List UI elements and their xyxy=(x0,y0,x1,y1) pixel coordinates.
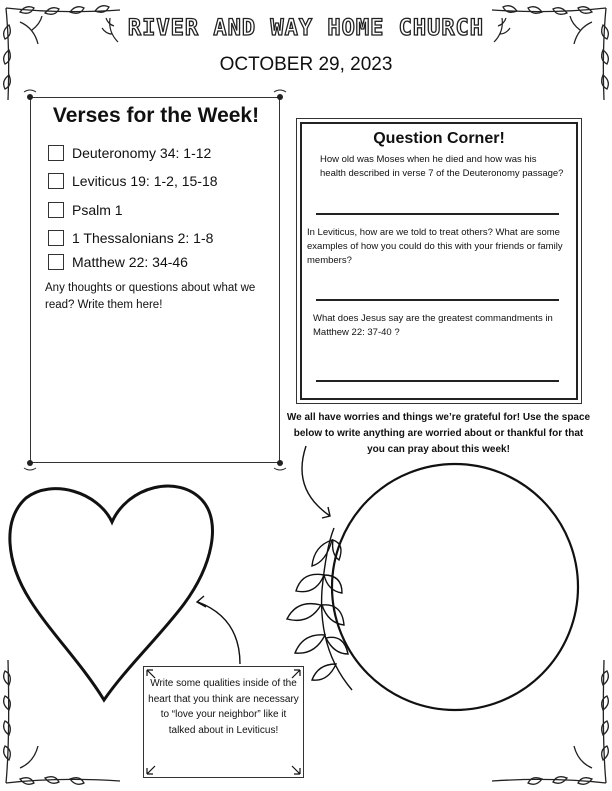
verses-heading: Verses for the Week! xyxy=(52,104,260,127)
answer-line-3[interactable] xyxy=(316,380,559,382)
answer-line-2[interactable] xyxy=(316,299,559,301)
service-date: OCTOBER 29, 2023 xyxy=(219,54,393,75)
question-2: In Leviticus, how are we told to treat others? What are some examples of how you could do this with your friends or family members? xyxy=(307,227,563,266)
verse-item[interactable] xyxy=(48,252,188,272)
question-corner-heading: Question Corner! xyxy=(373,130,505,147)
verse-item[interactable] xyxy=(48,171,218,191)
verse-item[interactable] xyxy=(48,200,123,220)
verse-label: Matthew 22: 34-46 xyxy=(72,254,188,270)
worries-prompt: We all have worries and things we’re grateful for! Use the space below to write anything are worried about or thankful for that you can pray about this week! xyxy=(286,412,591,455)
church-name-title: RIVER AND WAY HOME CHURCH xyxy=(127,16,485,41)
verse-item[interactable] xyxy=(48,228,213,248)
verse-item[interactable] xyxy=(48,143,211,163)
verse-label: 1 Thessalonians 2: 1-8 xyxy=(72,230,214,246)
verse-label: Psalm 1 xyxy=(72,202,123,218)
thoughts-prompt: Any thoughts or questions about what we read? Write them here! xyxy=(45,282,256,311)
question-3: What does Jesus say are the greatest commandments in Matthew 22: 37-40 ? xyxy=(313,313,553,338)
verse-checkbox[interactable] xyxy=(48,254,64,270)
verse-label: Deuteronomy 34: 1-12 xyxy=(72,145,212,161)
verse-checkbox[interactable] xyxy=(48,145,64,161)
question-1: How old was Moses when he died and how was his health described in verse 7 of the Deuteronomy passage? xyxy=(320,154,564,179)
verse-checkbox[interactable] xyxy=(48,230,64,246)
heart-prompt: Write some qualities inside of the heart that you think are necessary to “love your neighbor” like it talked about in Leviticus! xyxy=(148,678,299,736)
verse-label: Leviticus 19: 1-2, 15-18 xyxy=(72,173,218,189)
verse-checkbox[interactable] xyxy=(48,202,64,218)
answer-line-1[interactable] xyxy=(316,213,559,215)
verse-checkbox[interactable] xyxy=(48,173,64,189)
